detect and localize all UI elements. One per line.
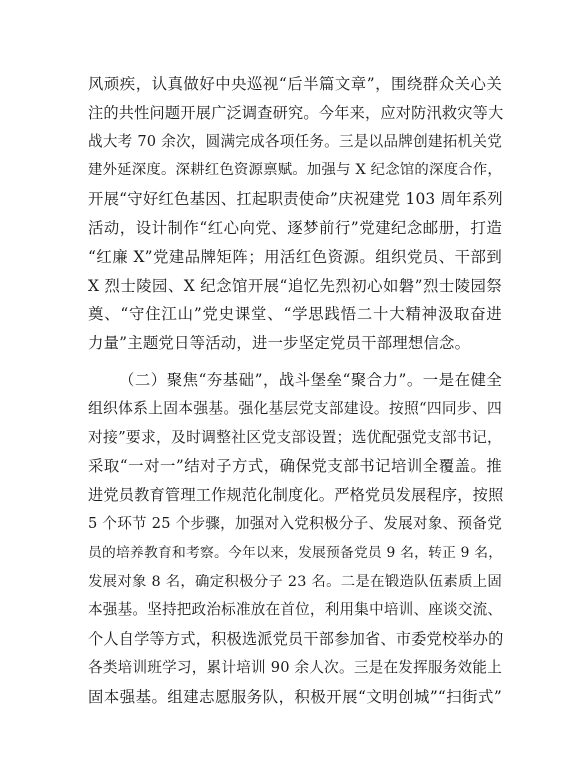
text-line: 5 个环节 25 个步骤，加强对入党积极分子、发展对象、预备党 bbox=[88, 514, 502, 532]
text-line: 对接”要求，及时调整社区党支部设置；选优配强党支部书记， bbox=[88, 428, 502, 446]
text-line: 个人自学等方式，积极选派党员干部参加省、市委党校举办的 bbox=[88, 630, 504, 649]
paragraph-1 bbox=[88, 70, 502, 358]
text-line: 力量”主题党日等活动，进一步坚定党员干部理想信念。 bbox=[88, 334, 471, 353]
text-line: 战大考 70 余次，圆满完成各项任务。三是以品牌创建拓机关党 bbox=[88, 132, 502, 150]
text-line: “红廉 X”党建品牌矩阵；用活红色资源。组织党员、干部到 bbox=[88, 247, 502, 266]
text-line: 注的共性问题开展广泛调查研究。今年来，应对防汛救灾等大 bbox=[88, 103, 504, 122]
text-line: 发展对象 8 名，确定积极分子 23 名。二是在锻造队伍素质上固 bbox=[88, 573, 502, 590]
paragraph-2 bbox=[88, 366, 502, 712]
text-line: 奠、“守住江山”党史课堂、“学思践悟二十大精神汲取奋进 bbox=[88, 305, 502, 324]
text-line: 员的培养教育和考察。今年以来，发展预备党员 9 名，转正 9 名， bbox=[88, 544, 503, 561]
document-body bbox=[88, 70, 502, 712]
text-line: X 烈士陵园、X 纪念馆开展“追忆先烈初心如磐”烈士陵园祭 bbox=[88, 276, 502, 295]
text-line: 本强基。坚持把政治标准放在首位，利用集中培训、座谈交流、 bbox=[88, 601, 503, 619]
text-line: 采取“一对一”结对子方式，确保党支部书记培训全覆盖。推 bbox=[88, 457, 502, 476]
text-line: 进党员教育管理工作规范化制度化。严格党员发展程序，按照 bbox=[88, 486, 504, 505]
text-line: 建外延深度。深耕红色资源禀赋。加强与 X 纪念馆的深度合作， bbox=[88, 162, 502, 179]
text-line: 风顽疾，认真做好中央巡视“后半篇文章”，围绕群众关心关 bbox=[88, 75, 502, 93]
text-line: 各类培训班学习，累计培训 90 余人次。三是在发挥服务效能上 bbox=[88, 658, 502, 676]
text-line: 固本强基。组建志愿服务队，积极开展“文明创城”“扫街式” bbox=[88, 687, 502, 706]
paragraph-spacer bbox=[88, 358, 502, 366]
text-line: 活动，设计制作“红心向党、逐梦前行”党建纪念邮册，打造 bbox=[88, 218, 502, 237]
text-line: （二）聚焦“夯基础”，战斗堡垒“聚合力”。一是在健全 bbox=[119, 370, 502, 389]
text-line: 组织体系上固本强基。强化基层党支部建设。按照“四同步、四 bbox=[88, 399, 502, 417]
text-line: 开展“守好红色基因、扛起职责使命”庆祝建党 103 周年系列 bbox=[88, 190, 503, 209]
